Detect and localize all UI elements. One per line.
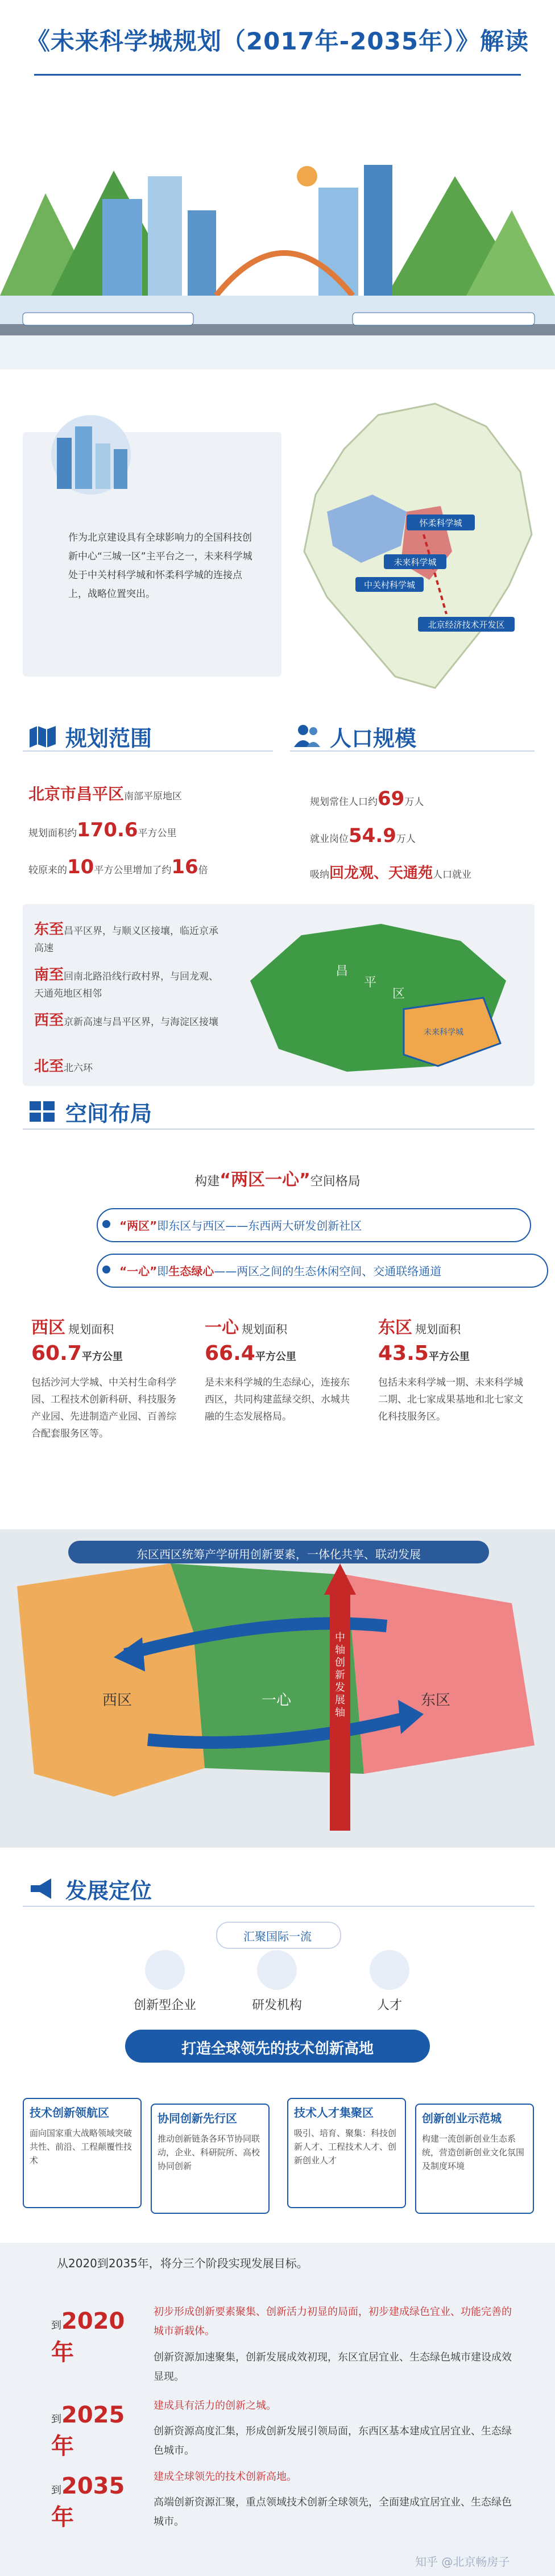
border-west <box>34 1012 227 1031</box>
title-underline <box>34 74 521 76</box>
scope-district: 北京市昌平区 <box>28 785 125 803</box>
scope-compare-mid: 平方公里增加了约 <box>94 865 172 876</box>
pop-resident-unit: 万人 <box>404 797 424 808</box>
bullet-dot-icon <box>102 1266 110 1274</box>
stage-3-goal: 建成全球领先的技术创新高地。 <box>154 2471 297 2483</box>
layout-item-2-rest: ——两区之间的生态休闲空间、交通联络通道 <box>214 1264 442 1278</box>
scope-heading: 规划范围 <box>65 726 152 751</box>
stage-2-year <box>51 2402 142 2461</box>
stage-2-year-value: 2025年 <box>51 2402 125 2459</box>
map-label-etown: 北京经济技术开发区 <box>428 620 505 630</box>
border-west-text: 京新高速与昌平区界，与海淀区接壤 <box>64 1017 219 1028</box>
map-label-huairou: 怀柔科学城 <box>419 518 462 528</box>
map-char-1: 昌 <box>336 964 349 978</box>
scope-line-3 <box>28 856 208 878</box>
dev-item-1: 创新型企业 <box>133 1998 196 2013</box>
border-south <box>34 966 227 1002</box>
zone-center-label: 一心 <box>262 1692 292 1709</box>
border-east-key: 东至 <box>34 921 64 938</box>
pop-resident-label: 规划常住人口约 <box>310 797 378 808</box>
district-west-area-label: 规划面积 <box>68 1322 114 1336</box>
mini-city-illustration <box>34 409 148 495</box>
stage-2-prefix: 到 <box>51 2413 61 2425</box>
dev-box-2-title: 协同创新先行区 <box>158 2112 237 2125</box>
development-divider <box>23 1906 535 1907</box>
stage-1-year <box>51 2308 142 2367</box>
stage-3-prefix: 到 <box>51 2484 61 2496</box>
beijing-location-map <box>293 392 543 711</box>
pop-absorb-areas: 回龙观、天通苑 <box>329 865 433 882</box>
district-west <box>31 1313 185 1442</box>
layout-item-2-green: 生态绿心 <box>168 1264 214 1278</box>
district-center <box>205 1313 358 1425</box>
grid-icon <box>28 1100 57 1123</box>
dev-box-1-title: 技术创新领航区 <box>30 2106 109 2119</box>
layout-item-2-mid: 即 <box>157 1264 169 1278</box>
goal-text: 打造全球领先的技术创新高地 <box>181 2040 374 2058</box>
district-west-area-value: 60.7 <box>31 1342 82 1365</box>
stage-1-detail: 创新资源加速聚集，创新发展成效初现，东区宜居宜业、生态绿色城市建设成效显现。 <box>154 2351 512 2383</box>
stage-1-goal: 初步形成创新要素聚集、创新活力初显的局面，初步建成绿色宜业、功能完善的城市新载体。 <box>154 2306 512 2337</box>
scope-area-unit: 平方公里 <box>138 828 177 839</box>
district-east <box>378 1313 532 1425</box>
scope-compare-label: 较原来的 <box>28 865 67 876</box>
dev-box-1-text: 面向国家重大战略领域突破共性、前沿、工程颠覆性技术 <box>30 2128 132 2166</box>
district-center-area-label: 规划面积 <box>242 1322 288 1336</box>
map-label-future: 未来科学城 <box>394 557 437 567</box>
district-center-desc: 是未来科学城的生态绿心，连接东西区，共同构建蓝绿交织、水城共融的生态发展格局。 <box>205 1377 350 1422</box>
dev-box-3-text: 吸引、培育、聚集：科技创新人才、工程技术人才、创新创业人才 <box>294 2128 397 2166</box>
research-icon <box>257 1950 297 1990</box>
talent-icon <box>370 1950 409 1990</box>
scope-area-value: 170.6 <box>77 819 138 841</box>
population-line-3 <box>310 861 471 882</box>
district-east-area-unit: 平方公里 <box>428 1351 470 1363</box>
changping-map <box>233 912 529 1077</box>
people-icon <box>293 723 321 748</box>
map-icon <box>28 725 57 748</box>
scope-area-label: 规划面积约 <box>28 828 77 839</box>
stage-3-year <box>51 2473 142 2532</box>
population-line-1 <box>310 787 424 810</box>
district-center-name: 一心 <box>205 1318 239 1338</box>
district-east-desc: 包括未来科学城一期、未来科学城二期、北七家成果基地和北七家文化科技服务区。 <box>378 1377 523 1422</box>
stage-1-year-value: 2020年 <box>51 2308 125 2366</box>
pop-jobs-unit: 万人 <box>396 833 416 845</box>
border-south-key: 南至 <box>34 966 64 984</box>
pop-absorb-label: 吸纳 <box>310 869 329 881</box>
border-east-text: 昌平区界，与顺义区接壤，临近京承高速 <box>34 926 219 954</box>
pop-resident-value: 69 <box>378 787 405 810</box>
district-west-name: 西区 <box>31 1318 65 1338</box>
layout-subtitle-main: “两区一心” <box>219 1170 310 1190</box>
district-east-name: 东区 <box>378 1318 412 1338</box>
development-top-label: 汇聚国际一流 <box>243 1930 312 1943</box>
map-future-city-label: 未来科学城 <box>424 1028 463 1037</box>
pop-jobs-value: 54.9 <box>349 824 396 847</box>
page-title: 《未来科学城规划（2017年-2035年）》解读 <box>26 27 529 55</box>
map-char-3: 区 <box>392 987 405 1001</box>
layout-item-1-key: “两区” <box>119 1219 158 1233</box>
stage-3-year-value: 2035年 <box>51 2473 125 2531</box>
hero-cityscape-illustration <box>0 108 555 370</box>
intro-text: 作为北京建设具有全球影响力的全国科技创新中心“三城一区”主平台之一，未来科学城处于中关村科学城和怀柔科学城的连接点上，战略位置突出。 <box>68 532 252 600</box>
zone-map-banner: 东区西区统筹产学研用创新要素，一体化共享、联动发展 <box>136 1548 421 1561</box>
district-west-desc: 包括沙河大学城、中关村生命科学园、工程技术创新科研、科技服务产业园、先进制造产业园、百善综合配套服务区等。 <box>31 1377 176 1440</box>
layout-item-1 <box>119 1217 362 1233</box>
layout-divider <box>23 1129 535 1130</box>
scope-line-1 <box>28 782 182 804</box>
pop-jobs-label: 就业岗位 <box>310 833 349 845</box>
border-north <box>34 1055 93 1076</box>
border-east <box>34 921 227 957</box>
border-west-key: 西至 <box>34 1012 64 1029</box>
zone-axis-label: 中轴创新发展轴 <box>335 1632 345 1719</box>
scope-line-2 <box>28 819 177 841</box>
stage-3-detail: 高端创新资源汇聚，重点领域技术创新全球领先，全面建成宜居宜业、生态绿色城市。 <box>154 2496 512 2528</box>
layout-subtitle-pre: 构建 <box>194 1175 220 1189</box>
layout-item-2 <box>119 1262 441 1279</box>
population-heading: 人口规模 <box>330 726 417 751</box>
district-east-area-label: 规划面积 <box>415 1322 461 1336</box>
scope-district-note: 南部平原地区 <box>124 791 183 802</box>
stage-1-prefix: 到 <box>51 2320 61 2332</box>
stage-2-goal: 建成具有活力的创新之城。 <box>154 2400 276 2412</box>
layout-item-1-rest: ——东西两大研发创新社区 <box>225 1219 362 1233</box>
border-north-key: 北至 <box>34 1058 64 1075</box>
dev-box-2-text: 推动创新链条各环节协同联动，企业、科研院所、高校协同创新 <box>158 2134 260 2171</box>
district-center-area-unit: 平方公里 <box>255 1351 296 1363</box>
map-label-zhongguancun: 中关村科学城 <box>363 580 416 590</box>
bullet-dot-icon <box>102 1220 110 1228</box>
district-west-area-unit: 平方公里 <box>81 1351 123 1363</box>
scope-compare-unit: 倍 <box>198 865 208 876</box>
scope-compare-old: 10 <box>67 856 94 878</box>
dev-box-3-title: 技术人才集聚区 <box>294 2106 374 2119</box>
stage-2-detail: 创新资源高度汇集，形成创新发展引领局面，东西区基本建成宜居宜业、生态绿色城市。 <box>154 2425 512 2457</box>
dev-box-4-title: 创新创业示范城 <box>422 2112 502 2125</box>
development-heading: 发展定位 <box>65 1878 152 1903</box>
megaphone-icon <box>28 1876 57 1901</box>
border-south-text: 回南北路沿线行政村界，与回龙观、天通苑地区相邻 <box>34 971 219 999</box>
layout-subtitle <box>0 1165 555 1190</box>
layout-heading: 空间布局 <box>65 1101 152 1126</box>
dev-item-2: 研发机构 <box>251 1998 302 2013</box>
population-line-2 <box>310 824 416 847</box>
watermark: 知乎 @北京畅房子 <box>415 2555 510 2569</box>
district-east-area-value: 43.5 <box>378 1342 429 1365</box>
scope-compare-multiple: 16 <box>171 856 198 878</box>
zone-east-label: 东区 <box>421 1692 451 1709</box>
zone-west-label: 西区 <box>102 1692 132 1709</box>
map-char-2: 平 <box>364 976 377 990</box>
pop-absorb-note: 人口就业 <box>433 869 472 881</box>
enterprise-icon <box>145 1950 185 1990</box>
dev-item-3: 人才 <box>376 1998 402 2013</box>
timeline-intro: 从2020到2035年，将分三个阶段实现发展目标。 <box>57 2256 308 2270</box>
layout-subtitle-post: 空间格局 <box>310 1175 361 1189</box>
dev-box-4-text: 构建一流创新创业生态系统，营造创新创业文化氛围及制度环境 <box>422 2134 525 2171</box>
district-center-area-value: 66.4 <box>205 1342 255 1365</box>
border-north-text: 北六环 <box>64 1063 93 1074</box>
layout-item-1-mid: 即东区与西区 <box>157 1219 226 1233</box>
layout-item-2-key: “一心” <box>119 1264 158 1278</box>
